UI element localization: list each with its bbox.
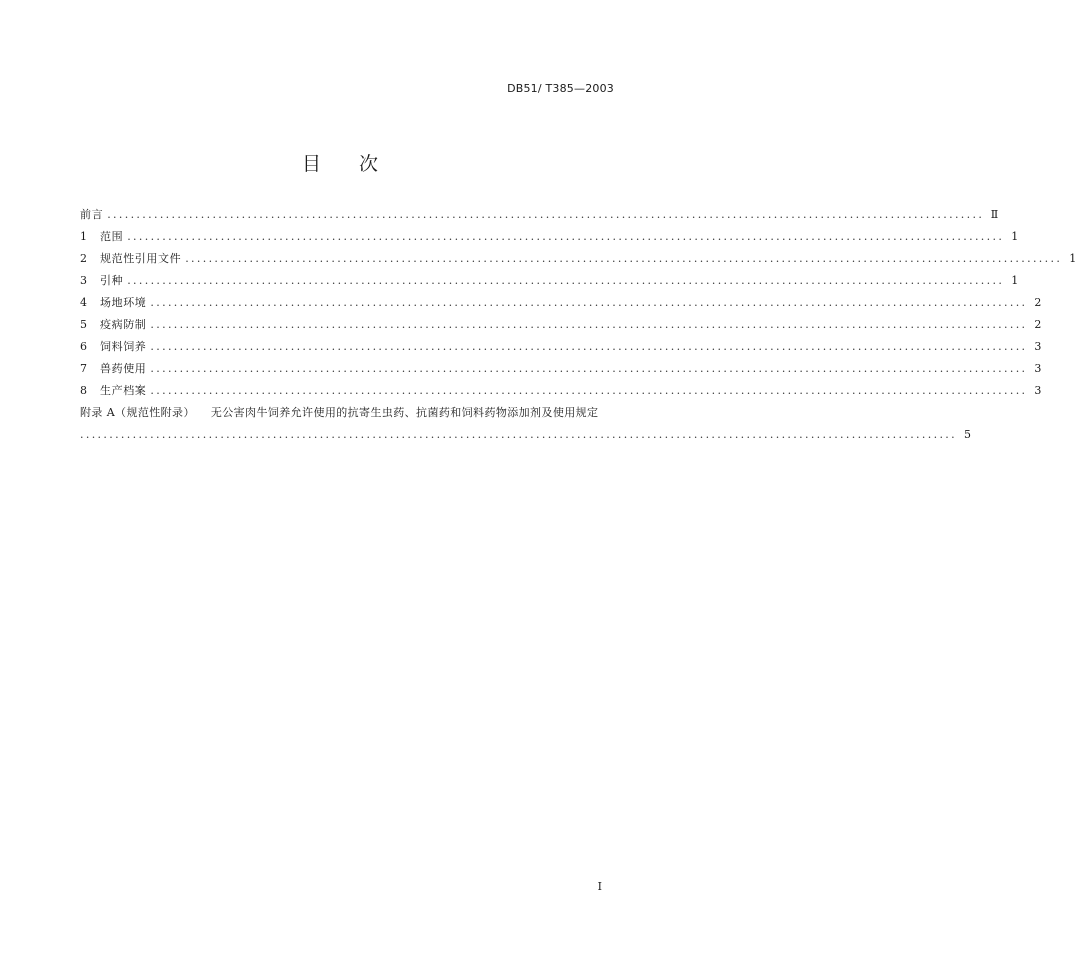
toc-entry-label: 前言	[80, 208, 104, 221]
toc-entry-8[interactable]	[80, 380, 1042, 402]
toc-leader: ......................................................................................................................................................	[150, 362, 1028, 375]
toc-entry-number: 3	[80, 274, 87, 287]
toc-entry-3[interactable]	[80, 270, 1019, 292]
toc-entry-label: 饲料饲养	[100, 340, 147, 353]
toc-entry-number: 1	[80, 230, 87, 243]
toc-entry-label: 疫病防制	[100, 318, 147, 331]
toc-entry-2[interactable]	[80, 248, 1076, 270]
toc-entry-label: 兽药使用	[100, 362, 147, 375]
toc-entry-foreword[interactable]	[80, 204, 999, 226]
toc-entry-page: 3	[1034, 384, 1042, 397]
toc-entry-page: 1	[1011, 230, 1019, 243]
toc-entry-page: 2	[1034, 296, 1042, 309]
toc-entry-number: 5	[80, 318, 87, 331]
toc-entry-5[interactable]	[80, 314, 1042, 336]
title-char-right: 次	[359, 153, 379, 175]
toc-entry-label: 规范性引用文件	[100, 252, 182, 265]
footer-page-number: I	[597, 880, 602, 893]
toc-entry-number: 6	[80, 340, 87, 353]
toc-entry-label: 场地环境	[100, 296, 147, 309]
toc-entry-page: 5	[964, 428, 971, 441]
toc-leader: ......................................................................................................................................................	[150, 296, 1028, 309]
toc-leader: ......................................................................................................................................................	[127, 274, 1005, 287]
toc-entry-4[interactable]	[80, 292, 1042, 314]
page-title	[0, 149, 680, 176]
toc-leader: ......................................................................................................................................................	[150, 340, 1028, 353]
toc-entry-page: 1	[1011, 274, 1019, 287]
toc-entry-1[interactable]	[80, 226, 1019, 248]
toc-leader: ......................................................................................................................................................	[80, 428, 957, 441]
toc-leader: ......................................................................................................................................................	[127, 230, 1005, 243]
toc-entry-page: 2	[1034, 318, 1042, 331]
toc-entry-6[interactable]	[80, 336, 1042, 358]
toc-entry-page: 3	[1034, 340, 1042, 353]
toc-entry-7[interactable]	[80, 358, 1042, 380]
toc-entry-label: 引种	[100, 274, 124, 287]
toc-entry-number: 2	[80, 252, 87, 265]
toc-entry-number: 8	[80, 384, 87, 397]
table-of-contents	[80, 204, 1076, 446]
document-code: DB51/ T385—2003	[507, 82, 614, 95]
toc-leader: ......................................................................................................................................................	[185, 252, 1063, 265]
toc-leader: ......................................................................................................................................................	[150, 318, 1028, 331]
toc-entry-appendix-a[interactable]	[80, 402, 971, 446]
appendix-prefix: 附录 A（规范性附录）	[80, 406, 195, 419]
appendix-title: 无公害肉牛饲养允许使用的抗寄生虫药、抗菌药和饲料药物添加剂及使用规定	[210, 406, 599, 419]
toc-entry-label: 生产档案	[100, 384, 147, 397]
toc-entry-page: 1	[1069, 252, 1076, 265]
toc-entry-number: 4	[80, 296, 87, 309]
toc-entry-label: 范围	[100, 230, 124, 243]
toc-leader: ......................................................................................................................................................	[107, 208, 985, 221]
toc-entry-page: 3	[1034, 362, 1042, 375]
toc-entry-page: Ⅱ	[990, 208, 999, 221]
toc-entry-number: 7	[80, 362, 87, 375]
title-char-left: 目	[301, 153, 321, 175]
toc-leader: ......................................................................................................................................................	[150, 384, 1028, 397]
